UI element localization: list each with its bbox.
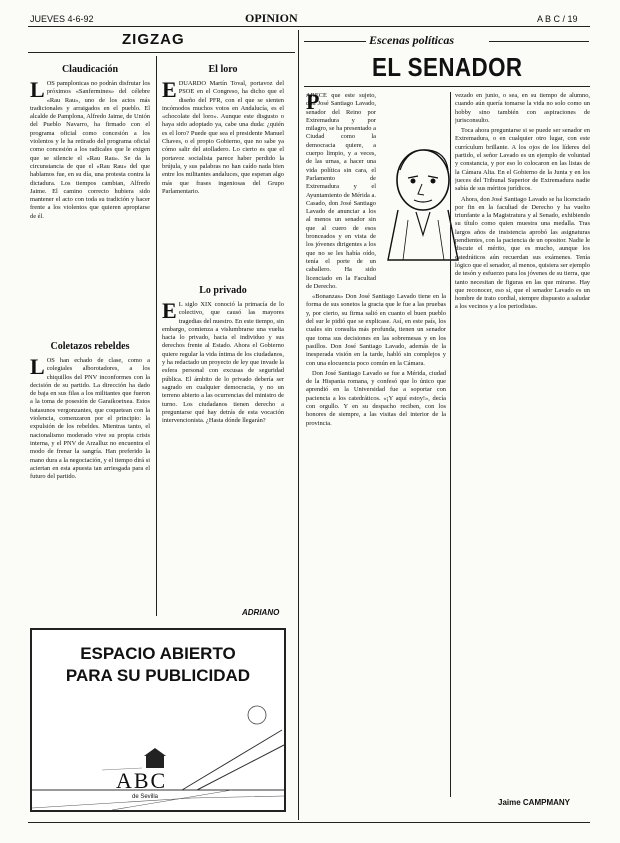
ad-line-2: PARA SU PUBLICIDAD <box>65 666 251 685</box>
claudicacion-text: LOS pamplonicas no podrán disfrutar los próximos «Sanfermines» del célebre «Rau Rau», uno de los actos más tradicionales y arraigados en el pueblo. El alcalde de Pamplona, Alfredo Jaime, de Unión del Pueblo Navarro, ha firmado con el programa oficial como concesión a los violentos y le ha retirado del programa oficial como concesión a los radicales que le exigen que se silencie el «Rau Rau». Se da la circunstancia de que el «Rau Rau» del que hablamos fue, en su día, una protesta contra la dictadura. Los tiempos cambian, Alfredo Jaime. El camino correcto hubiera sido mantener el acto con toda su tradición y hacer frente a los violentos que quieren apropiarse de él. <box>30 80 150 220</box>
zigzag-rule <box>28 52 295 53</box>
article-para-3: Don José Santiago Lavado se fue a Mérida, ciudad de la Hispania romana, y confesó que lo único que aprendió en la Universidad fue a soportar con paciencia a los catedráticos. «¡Y aquí estoy!», decía con orgullo. Y en su despacho reciben, con los honores de siempre, a las visitas del interior de la provincia. <box>306 369 446 427</box>
drop-cap-l2: L <box>30 357 45 379</box>
drop-cap-l: L <box>30 80 45 102</box>
article-para-1: ARECE que este sujeto, don José Santiago Lavado, senador del Reino por Extremadura y por milagro, se ha presentado a Ciudad como la democracia quiere, a cuerpo limpio, y a veces, de las urnas, a hacer una vida política sin cara, el Parlamento de Extremadura y el Ayuntamiento de Mérida a. Casado, don José Santiago Lavado de anunciar a los al menos un senador sin que al cuero de esos bronceados y en vista de los jóvenes dirigentes a los que no se les había oído, tenía el porte de un caballero. Ha sido licenciado en la Facultad de Derecho. <box>306 92 376 290</box>
ad-logo: ABC <box>116 768 168 793</box>
escenas-kicker: Escenas políticas <box>369 33 455 47</box>
article-signature: Jaime CAMPMANY <box>498 798 571 807</box>
column-divider <box>298 30 299 820</box>
privado-text: E L siglo XIX conoció la primacía de lo colectivo, que causó las mayores tragedias del nuestro. En este tiempo, sin embargo, comienza a vislumbrarse una vuelta hacia lo privado, hacia el individuo y sus derechos frente al Estado. Ahora el Gobierno quiere regular la vida íntima de los ciudadanos, y ha redactado un proyecto de ley que invade la esfera personal con excusas de seguridad pública. El ámbito de lo privado debería ser sagrado en cualquier democracia, y no un terreno abierto a las ocurrencias del ministro de turno. Los ciudadanos tienen derecho a preguntarse qué hay detrás de esta vocación intervencionista. ¿Hasta dónde llegarán? <box>162 301 284 425</box>
coletazos-title: Coletazos rebeldes <box>50 341 130 352</box>
drop-cap-e2: E <box>162 301 177 323</box>
article-para-6: Ahora, don José Santiago Lavado se ha licenciado por fin en la facultad de Derecho y ha vuelto triunfante a la Magistratura y al Senado, exhibiendo su título como quien muestra una medalla. Tras largos años de insistencia aprobó las asignaturas pendientes, con la paciencia de un opositor. Nadie le discute el mérito, que es mucho, aunque los catedráticos aún recuerdan sus exámenes. Tenía lógico que el senador, al menos, quisiera ser ejemplo de tesón y esfuerzo para los jóvenes de su tierra, que tanto necesitan de figuras en las que mirarse. Hay que reconocer, eso sí, que el senador Lavado es un hombre de trato cordial, siempre dispuesto a saludar a los vecinos y a los periodistas. <box>455 195 590 311</box>
article-col1 <box>306 92 446 760</box>
zigzag-title: ZIGZAG <box>122 31 185 48</box>
ad-logo-sub: de Sevilla <box>132 794 159 800</box>
advertisement <box>30 628 286 812</box>
page-number: A B C / 19 <box>537 14 578 24</box>
header-rule <box>28 26 590 27</box>
loro-text: EDUARDO Martín Toval, portavoz del PSOE en el Congreso, ha dicho que el diseño del PFR, con el que se sienten incómodos muchos votos en Andalucía, es el «chocolate del loro». Aunque este disgusto o haya sido adoptado ya, cabe una duda: ¿quién es el loro? Puede que sea el presidente Manuel Chaves, o el propio Gobierno, que no sabe ya cómo salir del atolladero. Lo cierto es que el portavoz socialista parece haber perdido la brújula, y sus palabras no han caído nada bien entre los militantes andaluces, que esperan algo más que frases ingeniosas del Grupo Parlamentario. <box>162 80 284 195</box>
zigzag-signature: ADRIANO <box>242 608 280 617</box>
title-rule <box>304 86 590 87</box>
drop-cap-e: E <box>162 80 177 102</box>
coletazos-text: LOS han echado de clase, como a colegiales alborotadores, a los chiquillos del PNV inconformes con la decisión de su partido. La dirección ha dado de baja en sus filas a los militantes que fueron a la toma de posesión de Garaikoetxea. Estos batasunos vergonzantes, que coquetean con la violencia, comenzaron por el principio: la expulsión de los rebeldes. Mientras tanto, el nacionalismo moderado vive su propia crisis interna, y el PNV de Arzalluz no encuentra el modo de frenar la sangría. Han preferido la mano dura a la negociación, y el tiempo dirá si aciertan en esta apuesta tan arriesgada para el futuro del partido. <box>30 357 150 481</box>
kicker-rule-left <box>304 41 366 42</box>
page-date: JUEVES 4-6-92 <box>30 14 94 24</box>
claudicacion-title: Claudicación <box>61 64 119 75</box>
house-icon <box>144 748 166 768</box>
footer-rule <box>28 822 590 823</box>
kicker-rule-right <box>489 41 589 42</box>
privado-title: Lo privado <box>199 285 247 296</box>
zigzag-column-rule <box>156 56 157 616</box>
section-title: OPINION <box>245 11 298 25</box>
ad-line-1: ESPACIO ABIERTO <box>80 644 236 663</box>
article-col2 <box>455 92 590 792</box>
article-para-5: Toca ahora preguntarse si se puede ser senador en Extremadura, o en cualquier otro lugar, con este currículum brillante. A los ojos de los líderes del partido, el señor Lavado es un ejemplo de voluntad y constancia, y por eso lo colocaron en las listas de la Cámara Alta. En el Gobierno de la Junta y en los jueces del Tribunal Superior de Extremadura nadie sabía de sus méritos jurídicos. <box>455 127 590 193</box>
drop-cap-p: P <box>306 92 320 114</box>
article-title: EL SENADOR <box>372 52 523 82</box>
loro-title: El loro <box>208 64 238 75</box>
article-para-4: vezado en junio, o sea, en su tiempo de alumno, cuando aún quería tomarse la vida no solo como un hobby sino también con aspiraciones de jurisconsulto. <box>455 92 590 124</box>
article-column-rule <box>450 92 451 797</box>
article-para-2: «Bonanzas» Don José Santiago Lavado tiene en la forma de sus sonetos la gracia que le fue a las pruebas y, por cierto, su firma salió en cuanto el buen pueblo del sur le pidió que se explicase. Así, en este país, los cuales sin consulta más profunda, tienen un senador que toma sus decisiones en las sobremesas y en los pasillos. Don José Santiago Lavado, además de la inesperada visión en la tarde, habló sin complejos y con una elocuencia poco común en la Cámara. <box>306 293 446 367</box>
